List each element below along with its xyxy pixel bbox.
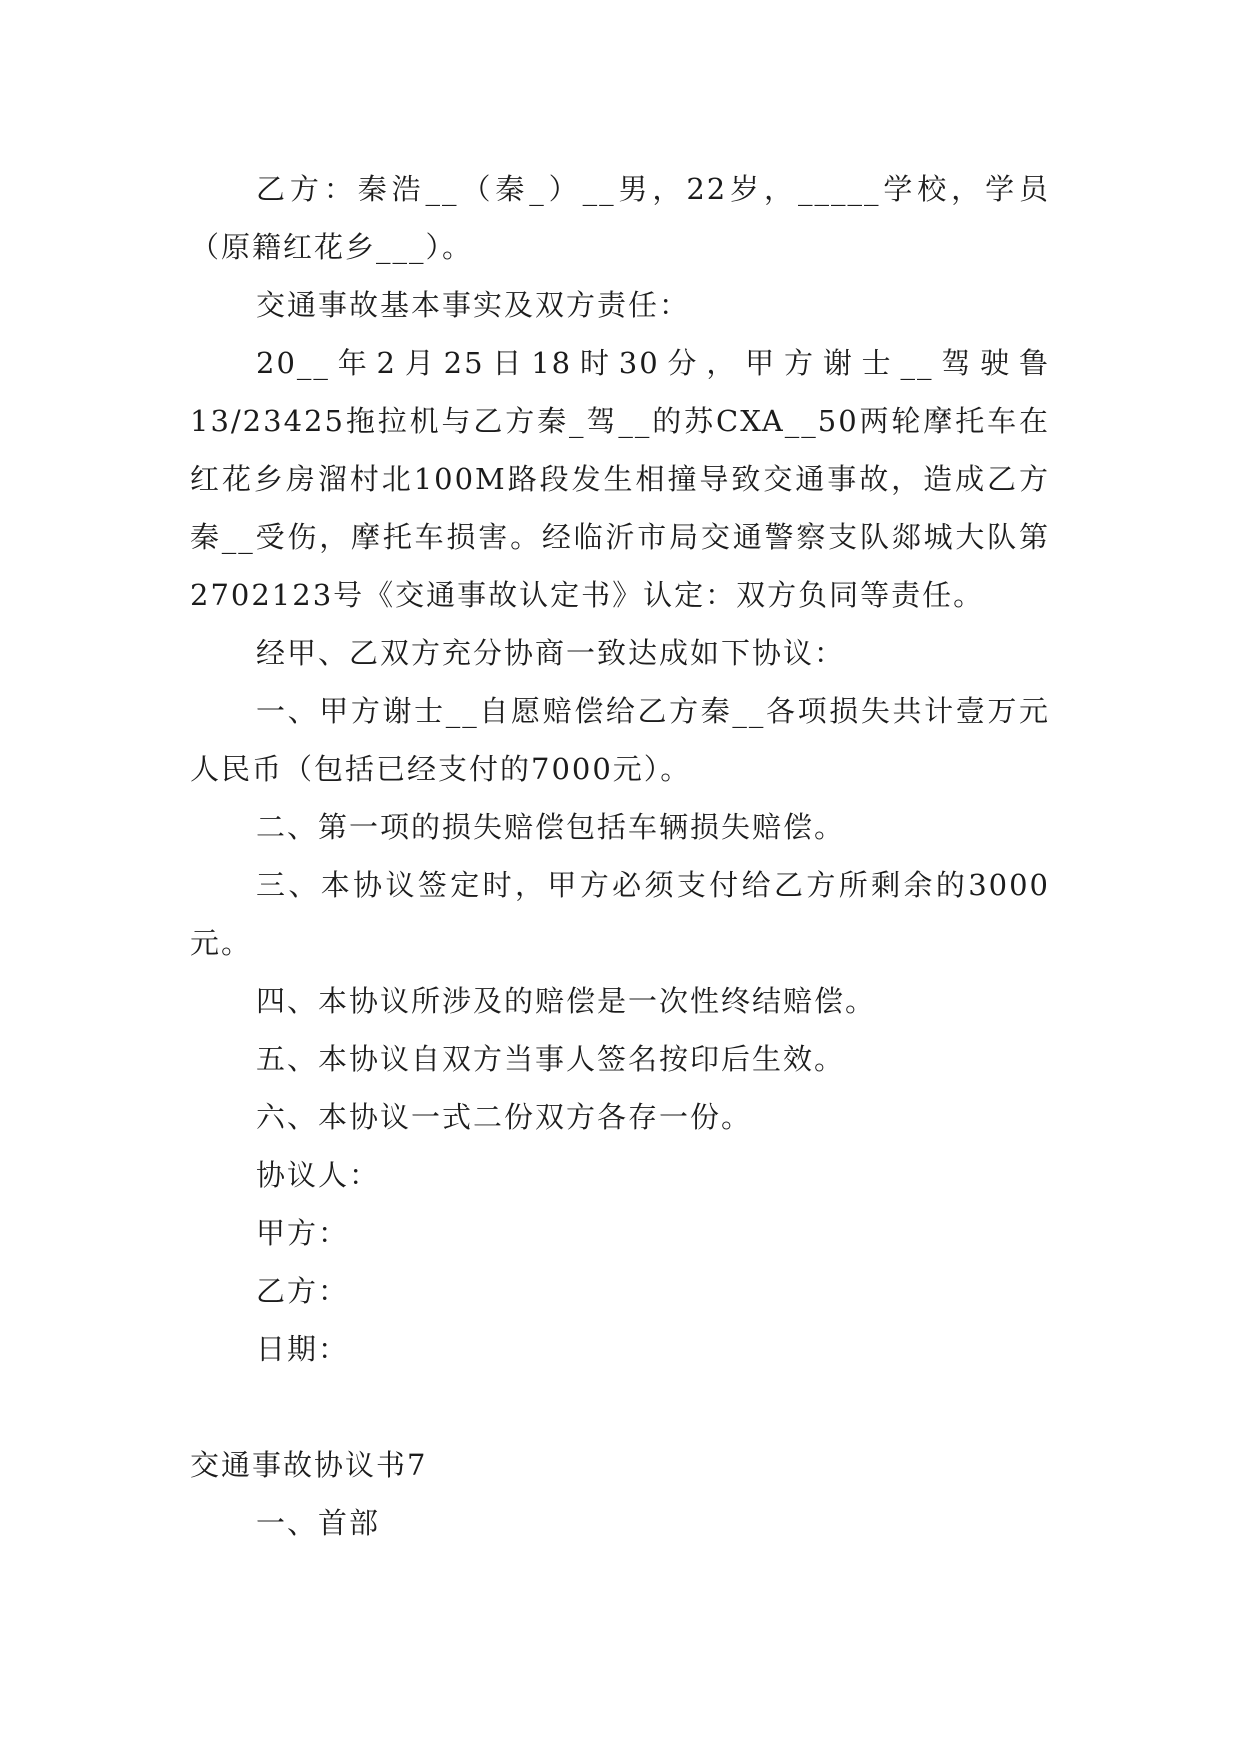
agreement-intro: 经甲、乙双方充分协商一致达成如下协议： [256, 636, 846, 670]
party-a-signature-label: 甲方： [256, 1216, 350, 1250]
document-body [190, 160, 1050, 1552]
clause-3: 三、本协议签定时，甲方必须支付给乙方所剩余的3000元。 [190, 868, 1050, 960]
clause-4: 四、本协议所涉及的赔偿是一次性终结赔偿。 [256, 984, 877, 1018]
signatories-label: 协议人： [256, 1158, 381, 1192]
section-gap [190, 1378, 1050, 1436]
next-document-first-line: 一、首部 [256, 1506, 381, 1540]
clause-6: 六、本协议一式二份双方各存一份。 [256, 1100, 753, 1134]
date-label: 日期： [256, 1332, 350, 1366]
accident-facts-paragraph: 20__年2月25日18时30分，甲方谢士__驾驶鲁13/23425拖拉机与乙方秦_驾__的苏CXA__50两轮摩托车在红花乡房溜村北100M路段发生相撞导致交通事故，造成乙方秦__受伤，摩托车损害。经临沂市局交通警察支队郯城大队第2702123号《交通事故认定书》认定：双方负同等责任。 [190, 346, 1050, 612]
party-b-info: 乙方：秦浩__（秦_）__男，22岁，_____学校，学员（原籍红花乡___）。 [190, 172, 1050, 264]
clause-1: 一、甲方谢士__自愿赔偿给乙方秦__各项损失共计壹万元人民币（包括已经支付的7000元）。 [190, 694, 1050, 786]
accident-facts-heading: 交通事故基本事实及双方责任： [256, 288, 691, 322]
clause-2: 二、第一项的损失赔偿包括车辆损失赔偿。 [256, 810, 846, 844]
clause-5: 五、本协议自双方当事人签名按印后生效。 [256, 1042, 846, 1076]
party-b-signature-label: 乙方： [256, 1274, 350, 1308]
next-document-title: 交通事故协议书7 [190, 1448, 428, 1482]
